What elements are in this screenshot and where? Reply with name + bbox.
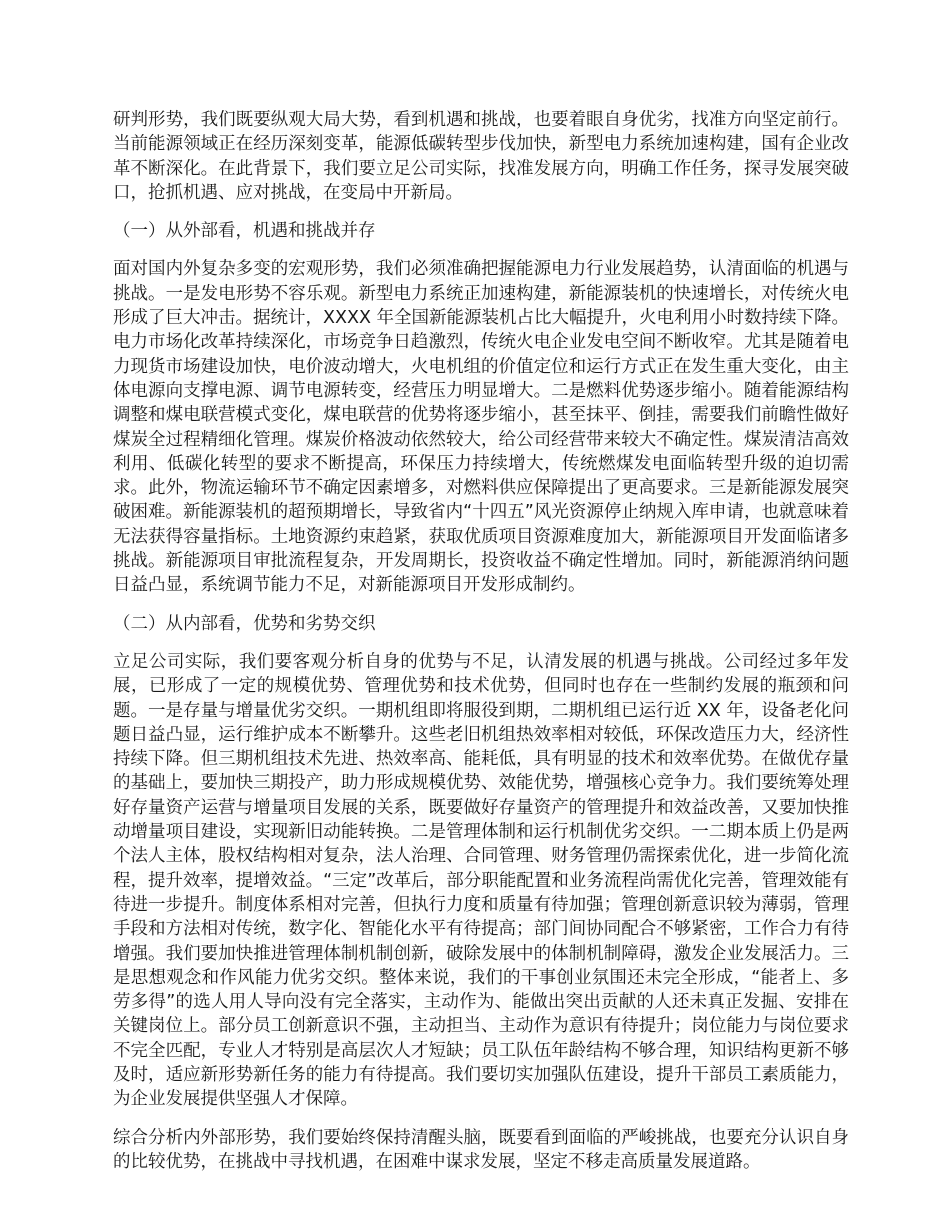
summary-paragraph: 综合分析内外部形势，我们要始终保持清醒头脑，既要看到面临的严峻挑战，也要充分认识自身的比较优势，在挑战中寻找机遇，在困难中谋求发展，坚定不移走高质量发展道路。 bbox=[113, 1127, 849, 1172]
document-body bbox=[113, 108, 849, 1188]
intro-paragraph: 研判形势，我们既要纵观大局大势，看到机遇和挑战，也要着眼自身优劣，找准方向坚定前行。当前能源领域正在经历深刻变革，能源低碳转型步伐加快，新型电力系统加速构建，国有企业改革不断深化。在此背景下，我们要立足公司实际，找准发展方向，明确工作任务，探寻发展突破口，抢抓机遇、应对挑战，在变局中开新局。 bbox=[113, 110, 849, 203]
section-heading-internal: （二）从内部看，优势和劣势交织 bbox=[113, 613, 376, 634]
section-heading-external: （一）从外部看，机遇和挑战并存 bbox=[113, 221, 376, 242]
external-analysis-paragraph: 面对国内外复杂多变的宏观形势，我们必须准确把握能源电力行业发展趋势，认清面临的机遇与挑战。一是发电形势不容乐观。新型电力系统正加速构建，新能源装机的快速增长，对传统火电形成了巨大冲击。据统计，XXXX 年全国新能源装机占比大幅提升，火电利用小时数持续下降。电力市场化改革持续深化，市场竞争日趋激烈，传统火电企业发电空间不断收窄。尤其是随着电力现货市场建设加快，电价波动增大，火电机组的价值定位和运行方式正在发生重大变化，由主体电源向支撑电源、调节电源转变，经营压力明显增大。二是燃料优势逐步缩小。随着能源结构调整和煤电联营模式变化，煤电联营的优势将逐步缩小，甚至抹平、倒挂，需要我们前瞻性做好煤炭全过程精细化管理。煤炭价格波动依然较大，给公司经营带来较大不确定性。煤炭清洁高效利用、低碳化转型的要求不断提高，环保压力持续增大，传统燃煤发电面临转型升级的迫切需求。此外，物流运输环节不确定因素增多，对燃料供应保障提出了更高要求。三是新能源发展突破困难。新能源装机的超预期增长，导致省内“十四五”风光资源停止纳规入库申请，也就意味着无法获得容量指标。土地资源约束趋紧，获取优质项目资源难度加大，新能源项目开发面临诸多挑战。新能源项目审批流程复杂，开发周期长，投资收益不确定性增加。同时，新能源消纳问题日益凸显，系统调节能力不足，对新能源项目开发形成制约。 bbox=[113, 259, 850, 596]
internal-analysis-paragraph: 立足公司实际，我们要客观分析自身的优势与不足，认清发展的机遇与挑战。公司经过多年发展，已形成了一定的规模优势、管理优势和技术优势，但同时也存在一些制约发展的瓶颈和问题。一是存量与增量优劣交织。一期机组即将服役到期，二期机组已运行近 XX 年，设备老化问题日益凸显，运行维护成本不断攀升。这些老旧机组热效率相对较低，环保改造压力大，经济性持续下降。但三期机组技术先进、热效率高、能耗低，具有明显的技术和效率优势。在做优存量的基础上，要加快三期投产，助力形成规模优势、效能优势，增强核心竞争力。我们要统筹处理好存量资产运营与增量项目发展的关系，既要做好存量资产的管理提升和效益改善，又要加快推动增量项目建设，实现新旧动能转换。二是管理体制和运行机制优劣交织。一二期本质上仍是两个法人主体，股权结构相对复杂，法人治理、合同管理、财务管理仍需探索优化，进一步简化流程，提升效率，提增效益。“三定”改革后，部分职能配置和业务流程尚需优化完善，管理效能有待进一步提升。制度体系相对完善，但执行力度和质量有待加强；管理创新意识较为薄弱，管理手段和方法相对传统，数字化、智能化水平有待提高；部门间协同配合不够紧密，工作合力有待增强。我们要加快推进管理体制机制创新，破除发展中的体制机制障碍，激发企业发展活力。三是思想观念和作风能力优劣交织。整体来说，我们的干事创业氛围还未完全形成，“能者上、多劳多得”的选人用人导向没有完全落实，主动作为、能做出突出贡献的人还未真正发掘、安排在关键岗位上。部分员工创新意识不强，主动担当、主动作为意识有待提升；岗位能力与岗位要求不完全匹配，专业人才特别是高层次人才短缺；员工队伍年龄结构不够合理，知识结构更新不够及时，适应新形势新任务的能力有待提高。我们要切实加强队伍建设，提升干部员工素质能力，为企业发展提供坚强人才保障。 bbox=[113, 651, 849, 1110]
